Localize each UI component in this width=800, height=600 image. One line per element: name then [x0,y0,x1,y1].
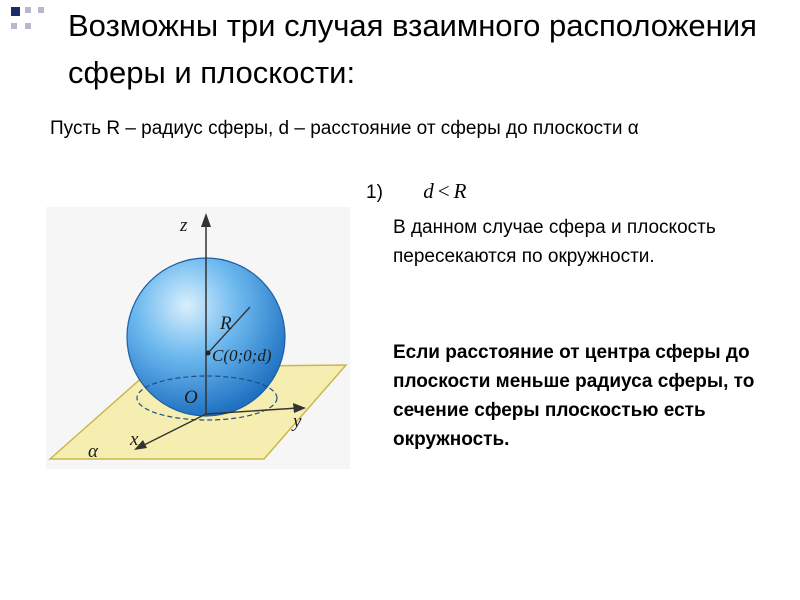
formula-operator: < [437,179,450,203]
z-axis-label: z [180,215,188,236]
case-formula [423,179,466,203]
corner-square-light [25,7,31,13]
plane-label: α [88,441,98,462]
intro-text: Пусть R – радиус сферы, d – расстояние от сферы до плоскости α [50,118,639,139]
corner-squares-decoration [0,0,60,60]
corner-square-light [38,7,44,13]
formula-right: R [453,179,467,203]
case-conclusion: Если расстояние от центра сферы до плоскости меньше радиуса сферы, то сечение сферы плоскостью есть окружность. [393,342,755,450]
center-point [206,351,211,356]
formula-left: d [423,179,434,203]
radius-label: R [220,313,232,334]
y-axis-label: y [293,411,302,432]
sphere-plane-figure [46,207,350,469]
corner-square-light [25,23,31,29]
origin-label: O [184,387,198,408]
case-heading [366,176,466,208]
case-number: 1) [366,182,383,203]
case-description: В данном случае сфера и плоскость пересекаются по окружности. [393,217,716,267]
slide-title: Возможны три случая взаимного расположения сферы и плоскости: [68,8,757,90]
x-axis-label: x [130,429,139,450]
center-label: C(0;0;d) [212,346,272,365]
corner-square-light [11,23,17,29]
corner-square-dark [11,7,20,16]
